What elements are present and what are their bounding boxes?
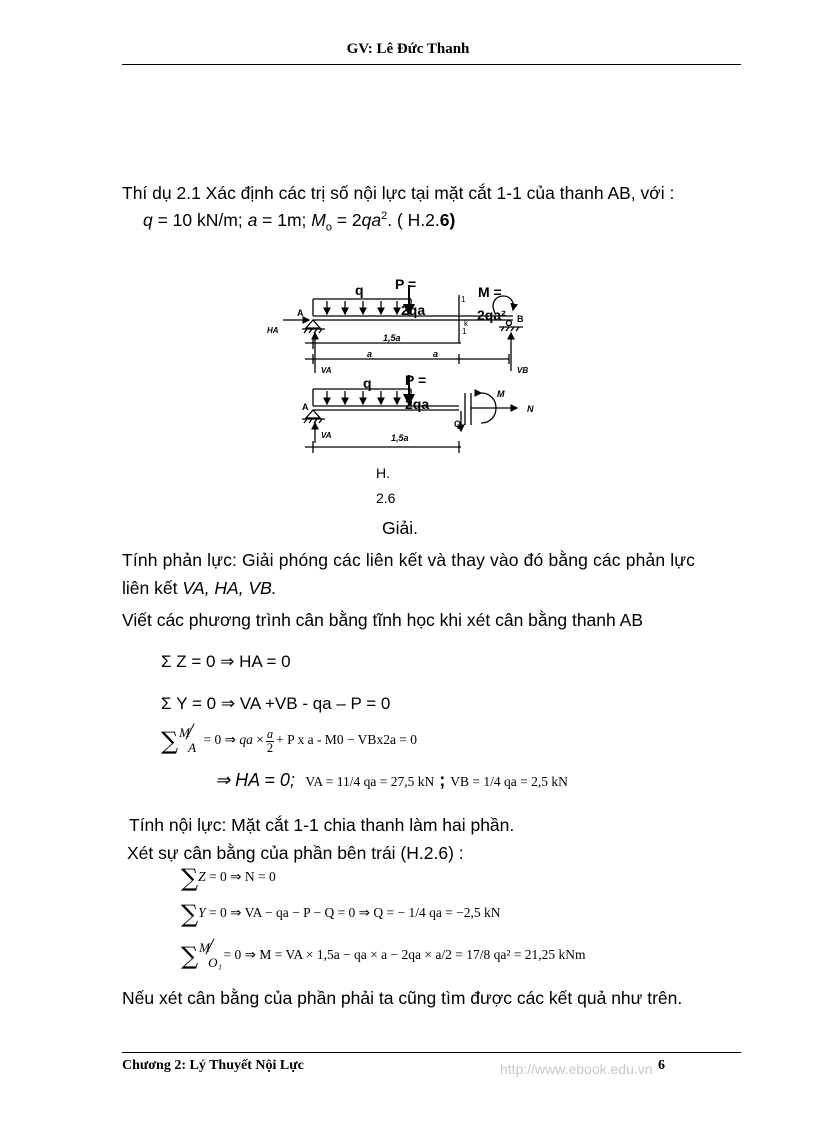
- header-rule: [122, 64, 741, 65]
- result-va: VA = 11/4 qa = 27,5 kN: [305, 774, 435, 789]
- page-number: 6: [658, 1058, 665, 1073]
- q-value: = 10 kN/m;: [152, 210, 248, 230]
- figure-caption-line-1: H.: [376, 465, 390, 481]
- footer-watermark: http://www.ebook.edu.vn: [500, 1061, 653, 1077]
- reaction-line-2-prefix: liên kết: [122, 578, 183, 598]
- label-ha: HA: [267, 326, 279, 335]
- left-part-intro: Xét sự cân bằng của phần bên trái (H.2.6) :: [127, 843, 464, 863]
- m-equals: = 2: [331, 210, 362, 230]
- label-vb: VB: [517, 366, 529, 375]
- equation-left-y-body: = 0 ⇒ VA − qa − P − Q = 0 ⇒ Q = − 1/4 qa = −2,5 kN: [209, 905, 501, 921]
- label-section-top: 1: [461, 295, 466, 304]
- equation-left-moment-body: = 0 ⇒ M = VA × 1,5a − qa × a − 2qa × a/2 = 17/8 qa² = 21,25 kNm: [223, 947, 586, 963]
- solution-title: Giải.: [382, 518, 418, 538]
- beam-diagram: [255, 275, 565, 455]
- figure-ref-prefix: . ( H.2.: [387, 210, 440, 230]
- label-m-value: 2qa²: [477, 307, 506, 323]
- label-p-value: 2qa: [401, 302, 426, 318]
- label-moment: M: [497, 389, 505, 399]
- internal-force-label: Tính nội lực: [129, 815, 222, 835]
- footer-chapter: Chương 2: Lý Thuyết Nội Lực: [122, 1058, 304, 1073]
- label-q: q: [355, 282, 364, 298]
- a-symbol: a: [247, 210, 258, 230]
- label-dim-a1: a: [367, 349, 373, 359]
- reaction-line-2: [122, 578, 277, 599]
- label-p-value-lower: 2qa: [405, 396, 430, 412]
- conclusion: Nếu xét cân bằng của phần phải ta cũng tìm được các kết quả như trên.: [122, 988, 683, 1008]
- label-k: k: [464, 319, 468, 328]
- label-dim-a2: a: [433, 349, 439, 359]
- label-n: N: [527, 404, 534, 414]
- m-qa: qa: [361, 210, 382, 230]
- label-va: VA: [321, 366, 332, 375]
- figure-caption-line-2: 2.6: [376, 490, 396, 506]
- label-a-lower: A: [302, 402, 309, 412]
- result-ha: ⇒ HA = 0;: [215, 770, 295, 790]
- page-header: GV: Lê Đức Thanh: [346, 41, 470, 57]
- a-value: = 1m;: [257, 210, 312, 230]
- equation-left-z: ∑Z = 0 ⇒ N = 0: [181, 864, 276, 892]
- label-p-lower: P =: [405, 372, 427, 388]
- internal-force-intro: [129, 815, 514, 836]
- label-p: P =: [395, 276, 417, 292]
- m-subscript: o: [325, 221, 332, 234]
- reaction-line-1: Tính phản lực: Giải phóng các liên kết và thay vào đó bằng các phản lực: [122, 550, 696, 570]
- equation-left-moment: ∑ M O₁ = 0 ⇒ M = VA × 1,5a − qa × a − 2qa × a/2 = 17/8 qa² = 21,25 kNm: [181, 940, 586, 970]
- label-section-bottom: 1: [462, 327, 467, 336]
- m-exponent: 2: [381, 210, 388, 223]
- figure-ref-number: 6: [439, 210, 450, 230]
- label-a: A: [297, 308, 304, 318]
- equation-sum-y: Σ Y = 0 ⇒ VA +VB - qa – P = 0: [161, 694, 391, 713]
- moment-equation-tail: + P x a - M0 − VBx2a = 0: [276, 732, 418, 748]
- equation-left-y: ∑Y = 0 ⇒ VA − qa − P − Q = 0 ⇒ Q = − 1/4 qa = −2,5 kN: [181, 900, 501, 928]
- label-dim-15a: 1,5a: [383, 333, 401, 343]
- problem-line-1: Thí dụ 2.1 Xác định các trị số nội lực tại mặt cắt 1-1 của thanh AB, với :: [122, 183, 675, 203]
- m-symbol: M: [311, 210, 326, 230]
- equation-moment-a: ∑ M A = 0 ⇒ qa × $\frac{a}{2}$ + P x a - M0 − VBx2a = 0: [161, 725, 418, 755]
- label-va-lower: VA: [321, 431, 332, 440]
- label-dim-15a-lower: 1,5a: [391, 433, 409, 443]
- equation-left-z-body: = 0 ⇒ N = 0: [209, 869, 276, 885]
- equilibrium-intro: Viết các phương trình cân bằng tĩnh học khi xét cân bằng thanh AB: [122, 610, 644, 630]
- footer-rule: [122, 1052, 741, 1053]
- label-b: B: [517, 314, 524, 324]
- reaction-variables: VA, HA, VB.: [182, 578, 277, 598]
- internal-force-description: : Mặt cắt 1-1 chia thanh làm hai phần.: [221, 815, 515, 835]
- label-q-force: Q: [454, 419, 462, 429]
- label-m: M =: [478, 284, 502, 300]
- q-symbol: q: [143, 210, 153, 230]
- reaction-results: ⇒ HA = 0; VA = 11/4 qa = 27,5 kN ; VB = 1/4 qa = 2,5 kN: [215, 770, 568, 790]
- figure-ref-close: ): [449, 210, 456, 230]
- problem-line-2: [143, 210, 455, 234]
- figure-caption: [376, 461, 395, 511]
- label-q-lower: q: [363, 375, 372, 391]
- equation-sum-z: Σ Z = 0 ⇒ HA = 0: [161, 652, 291, 671]
- result-vb: VB = 1/4 qa = 2,5 kN: [450, 774, 568, 789]
